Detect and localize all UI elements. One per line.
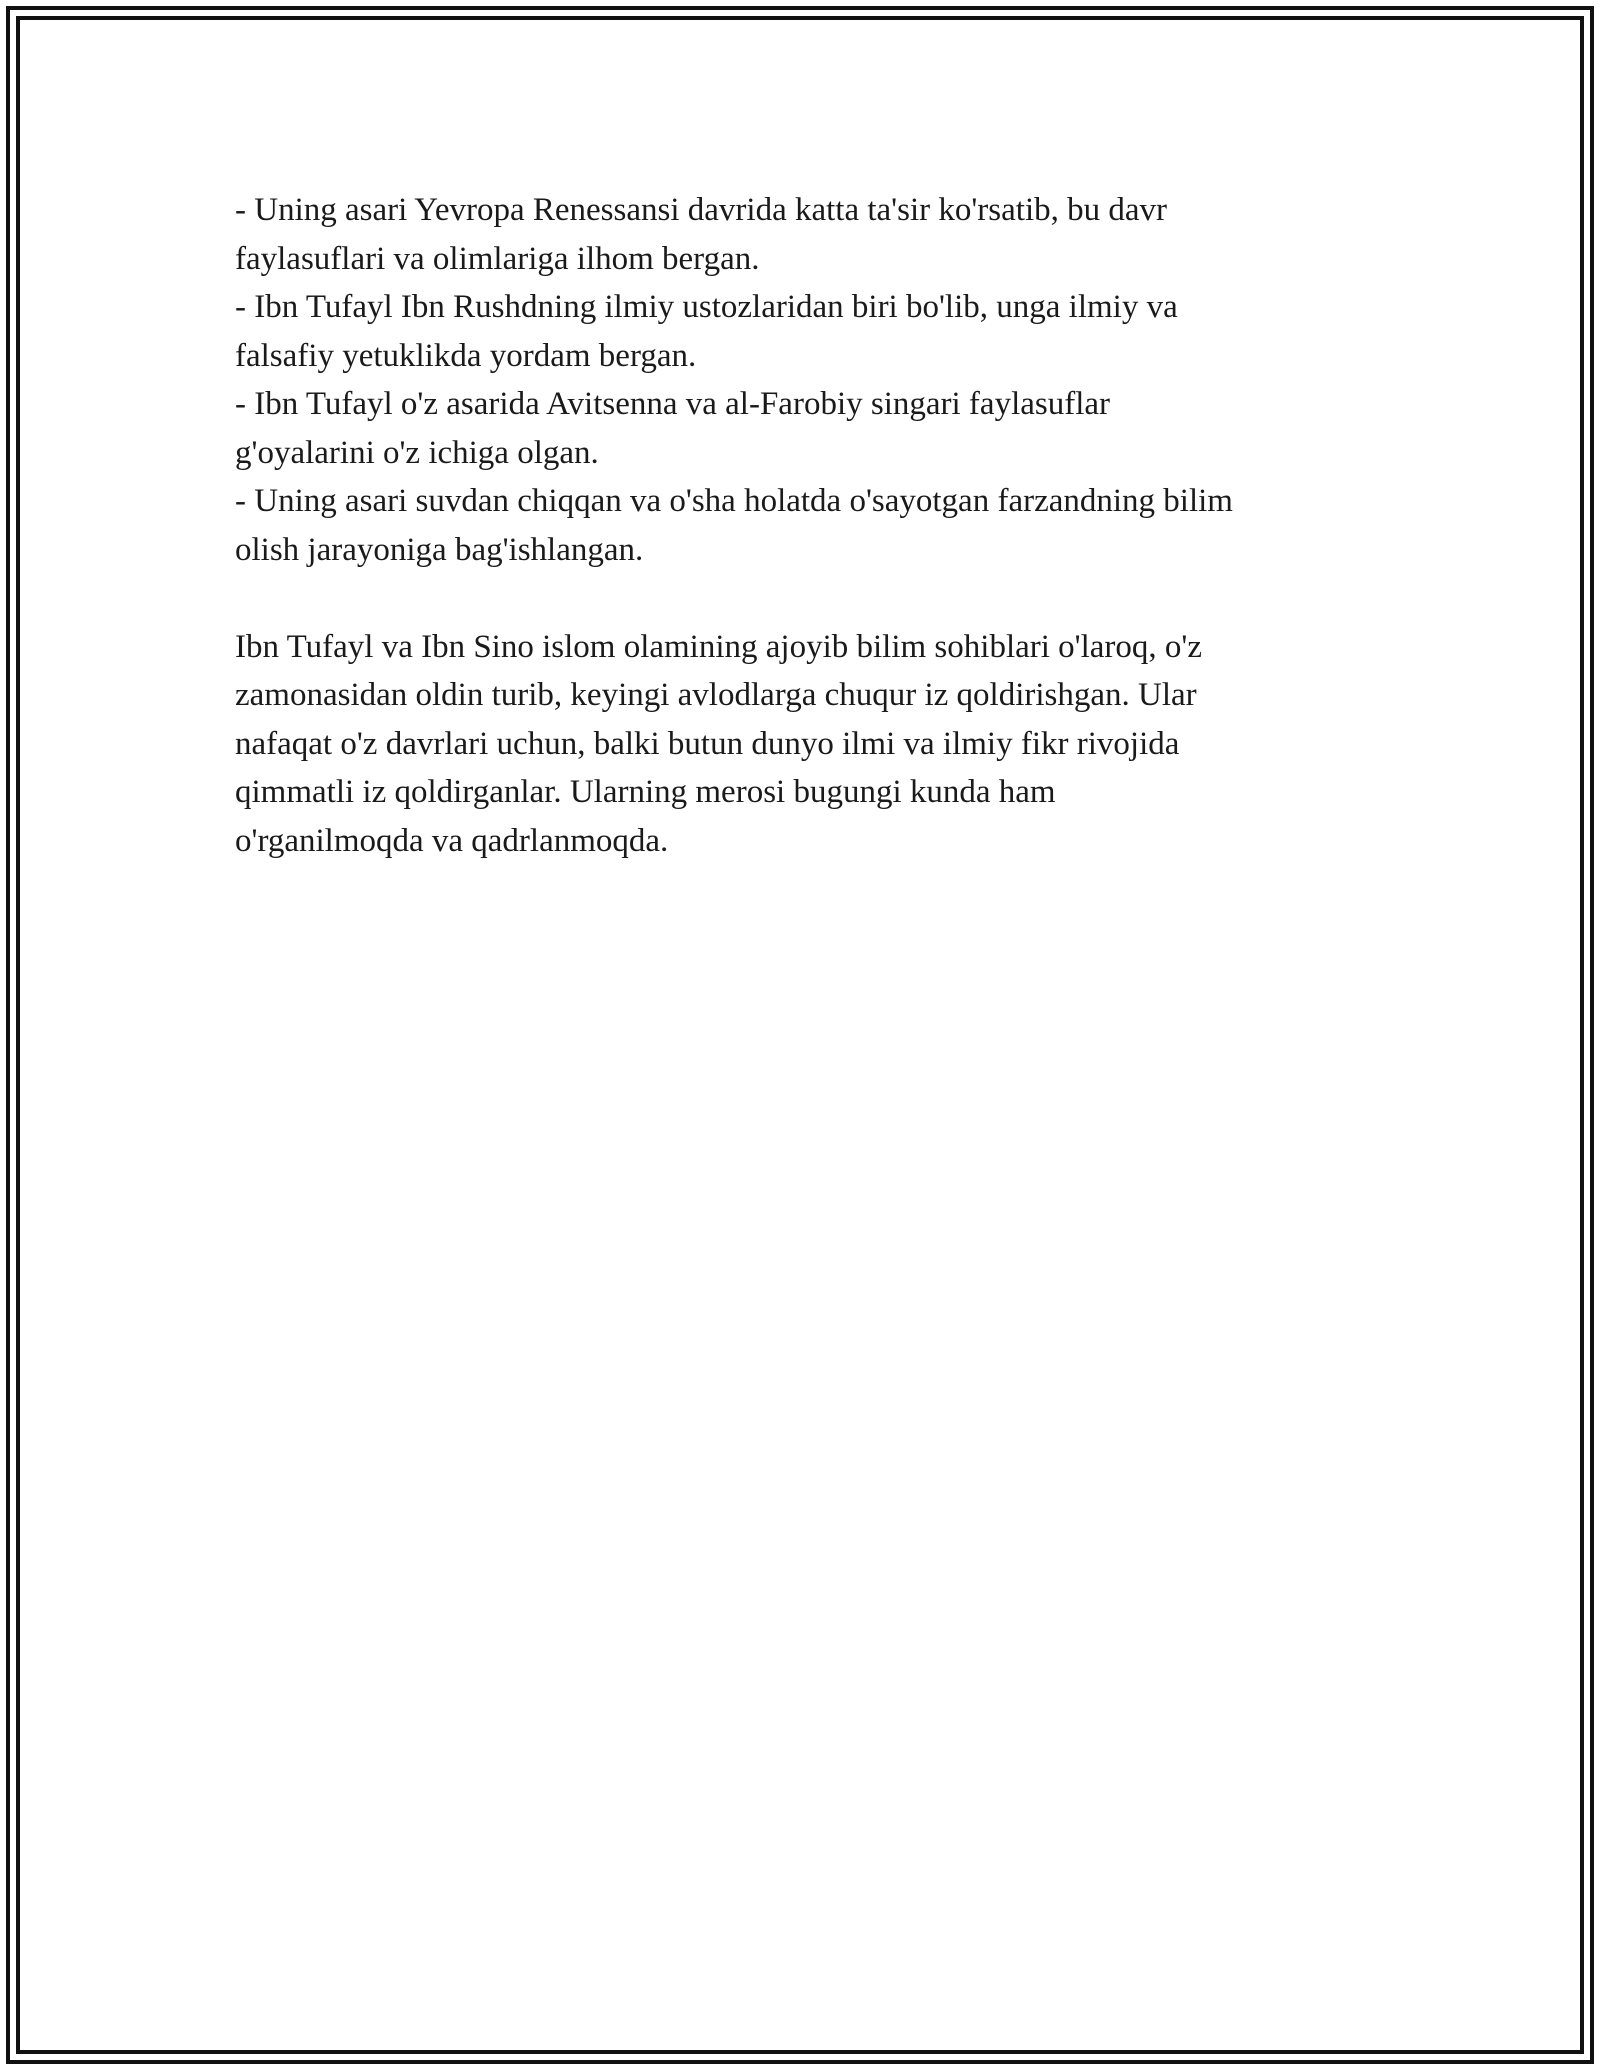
- text-line: falsafiy yetuklikda yordam bergan.: [235, 337, 697, 374]
- text-line: zamonasidan oldin turib, keyingi avlodlarga chuqur iz qoldirishgan. Ular: [235, 677, 1197, 713]
- text-line: faylasuflari va olimlariga ilhom bergan.: [235, 240, 760, 277]
- bullet-item: [235, 283, 1365, 380]
- paragraph-spacer: [235, 574, 1365, 623]
- text-line: nafaqat o'z davrlari uchun, balki butun dunyo ilmi va ilmiy fikr rivojida: [235, 725, 1180, 762]
- bullet-item: [235, 186, 1365, 283]
- text-line: - Uning asari suvdan chiqqan va o'sha holatda o'sayotgan farzandning bilim: [235, 483, 1233, 519]
- bullet-item: [235, 477, 1365, 574]
- text-line: g'oyalarini o'z ichiga olgan.: [235, 434, 599, 471]
- text-line: qimmatli iz qoldirganlar. Ularning merosi bugungi kunda ham: [235, 774, 1056, 810]
- text-line: o'rganilmoqda va qadrlanmoqda.: [235, 822, 669, 859]
- text-line: - Uning asari Yevropa Renessansi davrida katta ta'sir ko'rsatib, bu davr: [235, 192, 1168, 228]
- document-body: [235, 186, 1365, 865]
- closing-paragraph: [235, 623, 1365, 866]
- bullet-item: [235, 380, 1365, 477]
- text-line: Ibn Tufayl va Ibn Sino islom olamining ajoyib bilim sohiblari o'laroq, o'z: [235, 628, 1203, 665]
- text-line: - Ibn Tufayl o'z asarida Avitsenna va al-Farobiy singari faylasuflar: [235, 386, 1111, 422]
- text-line: olish jarayoniga bag'ishlangan.: [235, 531, 644, 568]
- text-line: - Ibn Tufayl Ibn Rushdning ilmiy ustozlaridan biri bo'lib, unga ilmiy va: [235, 289, 1178, 325]
- bullet-list: [235, 186, 1365, 574]
